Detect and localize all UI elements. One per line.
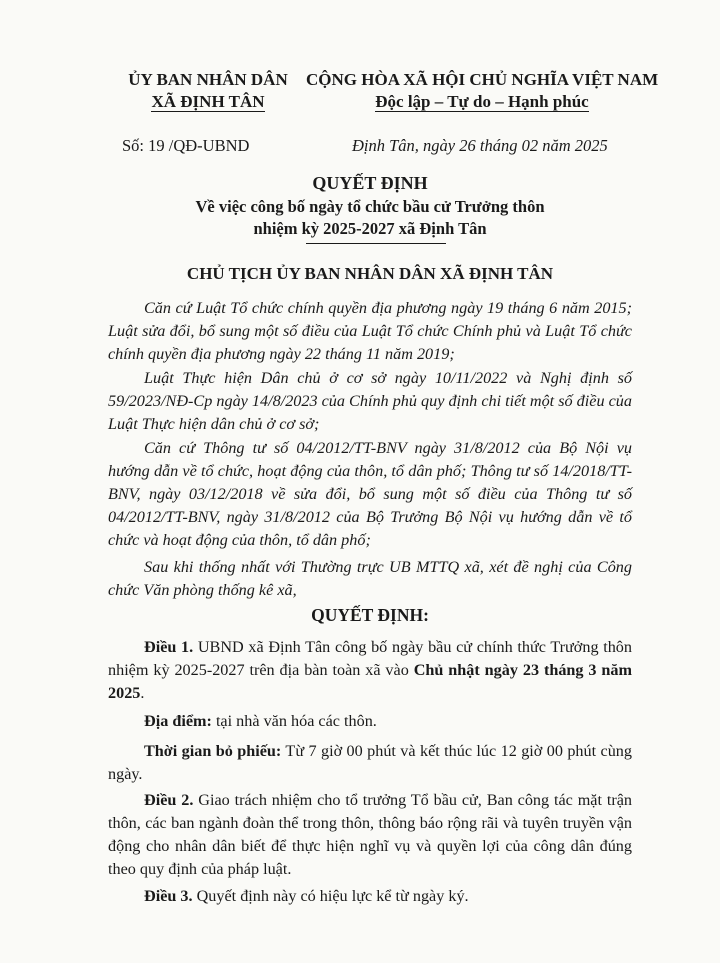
voting-place [108,710,632,733]
article-1-text: UBND xã Định Tân công bố ngày bầu cử chính thức Trưởng thôn nhiệm kỳ 2025-2027 trên địa bàn toàn xã vào [108,638,632,679]
article-3 [108,885,632,908]
national-motto [306,92,658,112]
preamble-paragraph-2: Luật Thực hiện Dân chủ ở cơ sở ngày 10/11/2022 và Nghị định số 59/2023/NĐ-Cp ngày 14/8/2023 của Chính phủ quy định chi tiết một số điều của Luật Thực hiện dân chủ ở cơ sở; [108,369,632,433]
voting-time-label: Thời gian bỏ phiếu: [144,742,282,760]
article-3-text: Quyết định này có hiệu lực kể từ ngày ký. [192,887,469,905]
article-3-label: Điều 3. [144,887,193,905]
article-2-label: Điều 2. [144,791,194,809]
commune-name-text: XÃ ĐỊNH TÂN [151,92,265,111]
national-motto-text: Độc lập – Tự do – Hạnh phúc [375,92,589,111]
title-rule [306,243,446,244]
voting-time-text: Từ 7 giờ 00 phút và kết thúc lúc 12 giờ 00 phút cùng ngày. [108,742,632,783]
document-number: Số: 19 /QĐ-UBND [122,136,250,155]
article-1 [108,636,632,705]
commune-name [118,92,298,112]
article-1-label: Điều 1. [144,638,194,656]
article-1-end: . [140,684,145,702]
national-title: CỘNG HÒA XÃ HỘI CHỦ NGHĨA VIỆT NAM [306,70,659,89]
voting-place-label: Địa điểm: [144,712,212,730]
agency-name: ỦY BAN NHÂN DÂN [128,70,288,89]
preamble-paragraph-3: Căn cứ Thông tư số 04/2012/TT-BNV ngày 31/8/2012 của Bộ Nội vụ hướng dẫn về tổ chức, hoạt động của thôn, tổ dân phố; Thông tư số 14/2018/TT-BNV, ngày 03/12/2018 về sửa đổi, bổ sung một số điều của Thông tư số 04/2012/TT-BNV, ngày 31/8/2012 của Bộ Trưởng Bộ Nội vụ hướng dẫn về tổ chức và hoạt động của thôn, tổ dân phố; [108,439,632,549]
subject-line-2: nhiệm kỳ 2025-2027 xã Định Tân [253,219,487,238]
document-date: Định Tân, ngày 26 tháng 02 năm 2025 [352,136,608,155]
subject-line-1: Về việc công bố ngày tổ chức bầu cử Trưởng thôn [195,197,545,216]
election-date: Chủ nhật ngày 23 tháng 3 năm 2025 [108,661,632,702]
article-2-text: Giao trách nhiệm cho tổ trưởng Tổ bầu cử, Ban công tác mặt trận thôn, các ban ngành đoàn thể trong thôn, thông báo rộng rãi và tuyên truyền vận động cho nhân dân biết để thực hiện nghĩ vụ và quyền lợi của công dân đúng theo quy định của pháp luật. [108,791,633,878]
article-2 [108,789,632,881]
document-title: QUYẾT ĐỊNH [312,173,428,193]
voting-place-text: tại nhà văn hóa các thôn. [211,712,377,730]
voting-time [108,740,632,786]
issuing-authority: CHỦ TỊCH ỦY BAN NHÂN DÂN XÃ ĐỊNH TÂN [186,264,554,283]
decision-heading: QUYẾT ĐỊNH: [311,605,429,625]
preamble-paragraph-1: Căn cứ Luật Tổ chức chính quyền địa phương ngày 19 tháng 6 năm 2015; Luật sửa đổi, bổ sung một số điều của Luật Tổ chức Chính phủ và Luật Tổ chức chính quyền địa phương ngày 22 tháng 11 năm 2019; [108,299,632,363]
preamble-paragraph-4: Sau khi thống nhất với Thường trực UB MTTQ xã, xét đề nghị của Công chức Văn phòng thống kê xã, [108,558,632,599]
